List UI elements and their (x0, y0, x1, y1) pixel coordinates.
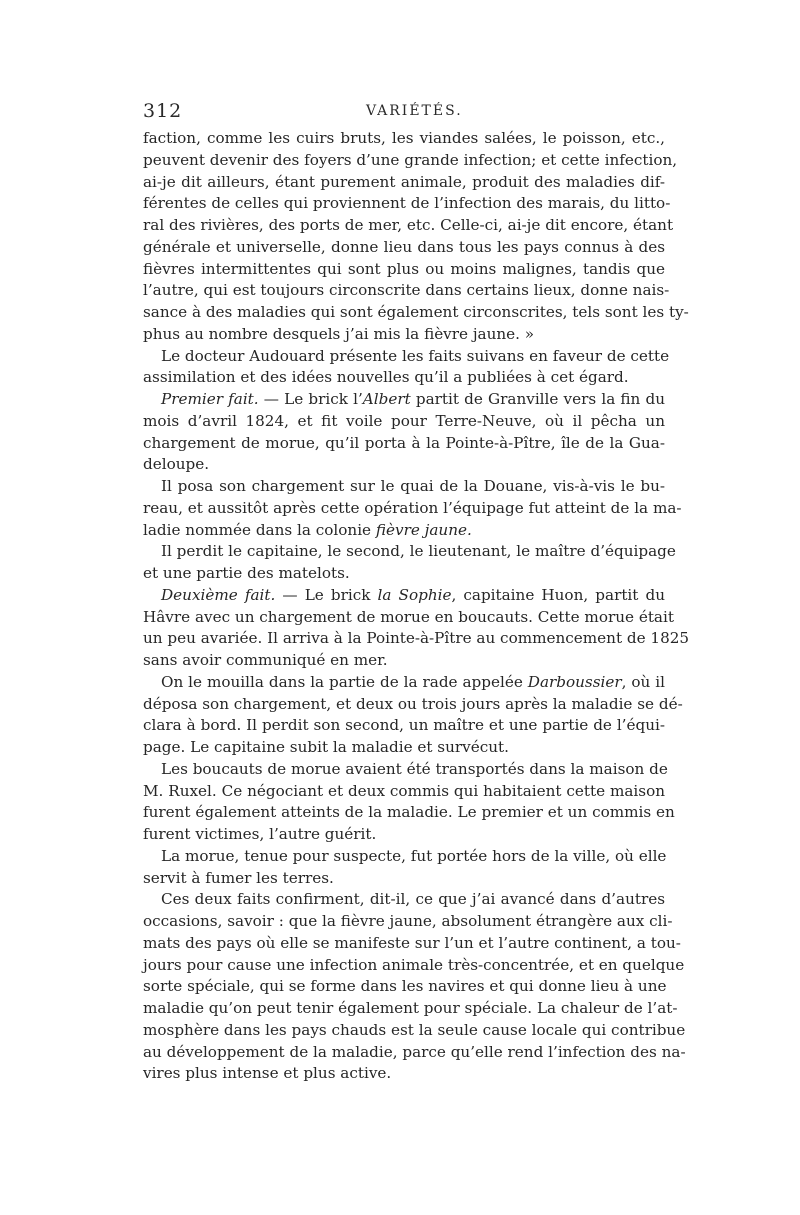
body-text (143, 128, 690, 1085)
text-segment: déposa son chargement, et deux ou trois jours après la maladie se dé- (143, 694, 683, 713)
text-segment: générale et universelle, donne lieu dans tous les pays connus à des (143, 237, 665, 256)
text-line (143, 781, 665, 803)
running-title: VARIÉTÉS. (366, 103, 463, 119)
text-line (143, 824, 665, 846)
text-segment: furent également atteints de la maladie. Le premier et un commis en (143, 803, 675, 822)
text-segment: On le mouilla dans la partie de la rade appelée (161, 672, 528, 691)
text-segment: servit à fumer les terres. (143, 868, 334, 887)
text-segment: au développement de la maladie, parce qu’elle rend l’infection des na- (143, 1042, 686, 1061)
text-line (143, 933, 681, 955)
text-segment: La morue, tenue pour suspecte, fut portée hors de la ville, où elle (161, 846, 667, 865)
text-line (143, 215, 674, 237)
text-line (143, 868, 665, 890)
text-segment: maladie qu’on peut tenir également pour spéciale. La chaleur de l’at- (143, 999, 678, 1017)
text-segment: l’autre, qui est toujours circonscrite dans certains lieux, donne nais- (143, 281, 670, 300)
text-line (143, 628, 690, 650)
text-line (143, 237, 665, 259)
text-line (143, 259, 665, 281)
text-segment: férentes de celles qui proviennent de l’infection des marais, du litto- (143, 194, 671, 213)
text-segment: mosphère dans les pays chauds est la seule cause locale qui contribue (143, 1020, 686, 1039)
text-line (143, 911, 673, 933)
text-segment: clara à bord. Il perdit son second, un maître et une partie de l’équi- (143, 716, 665, 735)
text-segment: Les boucauts de morue avaient été transportés dans la maison de (161, 759, 668, 778)
text-segment: Il posa son chargement sur le quai de la Douane, vis-à-vis le bu- (161, 477, 665, 495)
text-segment: fièvres intermittentes qui sont plus ou moins malignes, tandis que (143, 259, 665, 278)
italic-text: fièvre jaune. (375, 520, 472, 539)
text-line (143, 715, 665, 737)
text-line (143, 976, 665, 998)
text-segment: , capitaine Huon, partit du (451, 585, 665, 604)
text-line (143, 1020, 686, 1042)
text-segment: sance à des maladies qui sont également circonscrites, tels sont les ty- (143, 303, 689, 321)
text-segment: Ces deux faits confirment, dit-il, ce que j’ai avancé dans d’autres (161, 890, 665, 909)
text-segment: mats des pays où elle se manifeste sur l’un et l’autre continent, a tou- (143, 933, 681, 952)
text-segment: Le docteur Audouard présente les faits suivans en faveur de cette (161, 346, 670, 365)
text-line (143, 498, 682, 520)
text-line (143, 563, 665, 585)
text-segment: partit de Granville vers la fin du (410, 390, 665, 408)
text-line (143, 607, 674, 629)
text-line (143, 998, 678, 1020)
text-line (143, 802, 675, 824)
text-segment: Il perdit le capitaine, le second, le lieutenant, le maître d’équipage (161, 542, 676, 561)
text-segment: occasions, savoir : que la fièvre jaune, absolument étrangère aux cli- (143, 912, 673, 930)
text-line (143, 759, 668, 781)
text-line (143, 955, 685, 977)
text-line (143, 585, 665, 607)
text-line (143, 1042, 686, 1064)
text-segment: vires plus intense et plus active. (143, 1064, 392, 1083)
page-header (143, 100, 663, 126)
text-segment: reau, et aussitôt après cette opération l’équipage fut atteint de la ma- (143, 498, 682, 517)
text-segment: M. Ruxel. Ce négociant et deux commis qui habitaient cette maison (143, 781, 665, 800)
text-segment: ai-je dit ailleurs, étant purement animale, produit des maladies dif- (143, 172, 665, 191)
page-number: 312 (143, 100, 183, 122)
text-segment: furent victimes, l’autre guérit. (143, 825, 377, 843)
text-line (143, 650, 665, 672)
text-line (143, 411, 665, 433)
text-segment: ladie nommée dans la colonie (143, 520, 376, 539)
text-segment: — Le brick (275, 585, 378, 604)
text-line (143, 541, 676, 563)
text-segment: jours pour cause une infection animale très-concentrée, et en quelque (143, 955, 685, 974)
text-line (143, 172, 665, 194)
text-segment: chargement de morue, qu’il porta à la Pointe-à-Pître, île de la Gua- (143, 433, 665, 452)
text-line (143, 454, 665, 476)
text-line (143, 302, 689, 324)
text-segment: un peu avariée. Il arriva à la Pointe-à-Pître au commencement de 1825 (143, 629, 690, 648)
text-line (143, 672, 665, 694)
text-line (143, 367, 665, 389)
text-line (143, 389, 665, 411)
text-segment: ral des rivières, des ports de mer, etc. Celle-ci, ai-je dit encore, étant (143, 216, 674, 234)
text-segment: assimilation et des idées nouvelles qu’il a publiées à cet égard. (143, 368, 629, 387)
text-segment: peuvent devenir des foyers d’une grande infection; et cette infection, (143, 150, 678, 169)
text-line (143, 1063, 665, 1085)
text-line (143, 433, 665, 455)
text-line (143, 128, 665, 150)
text-segment: sorte spéciale, qui se forme dans les navires et qui donne lieu à une (143, 977, 667, 996)
text-segment: Hâvre avec un chargement de morue en boucauts. Cette morue était (143, 607, 674, 626)
text-segment: sans avoir communiqué en mer. (143, 651, 388, 669)
text-line (143, 150, 678, 172)
text-segment: phus au nombre desquels j’ai mis la fièvre jaune. » (143, 324, 535, 343)
italic-text: Deuxième fait. (161, 585, 276, 604)
text-segment: et une partie des matelots. (143, 564, 350, 582)
text-segment: — Le brick l’ (258, 390, 363, 408)
italic-text: Albert (362, 390, 411, 408)
text-line (143, 324, 665, 346)
text-line (143, 280, 670, 302)
italic-text: la Sophie (377, 585, 452, 604)
text-line (143, 346, 670, 368)
text-segment: faction, comme les cuirs bruts, les viandes salées, le poisson, etc., (143, 129, 665, 147)
text-segment: , où il (621, 672, 665, 691)
italic-text: Premier fait. (161, 390, 259, 408)
italic-text: Darboussier (527, 672, 622, 691)
text-segment: mois d’avril 1824, et fit voile pour Terre-Neuve, où il pêcha un (143, 411, 665, 430)
text-line (143, 737, 665, 759)
text-line (143, 193, 671, 215)
text-line (143, 520, 665, 542)
text-segment: deloupe. (143, 455, 210, 474)
text-segment: page. Le capitaine subit la maladie et survécut. (143, 738, 509, 756)
text-line (143, 694, 683, 716)
text-line (143, 889, 665, 911)
text-line (143, 846, 665, 868)
text-line (143, 476, 665, 498)
